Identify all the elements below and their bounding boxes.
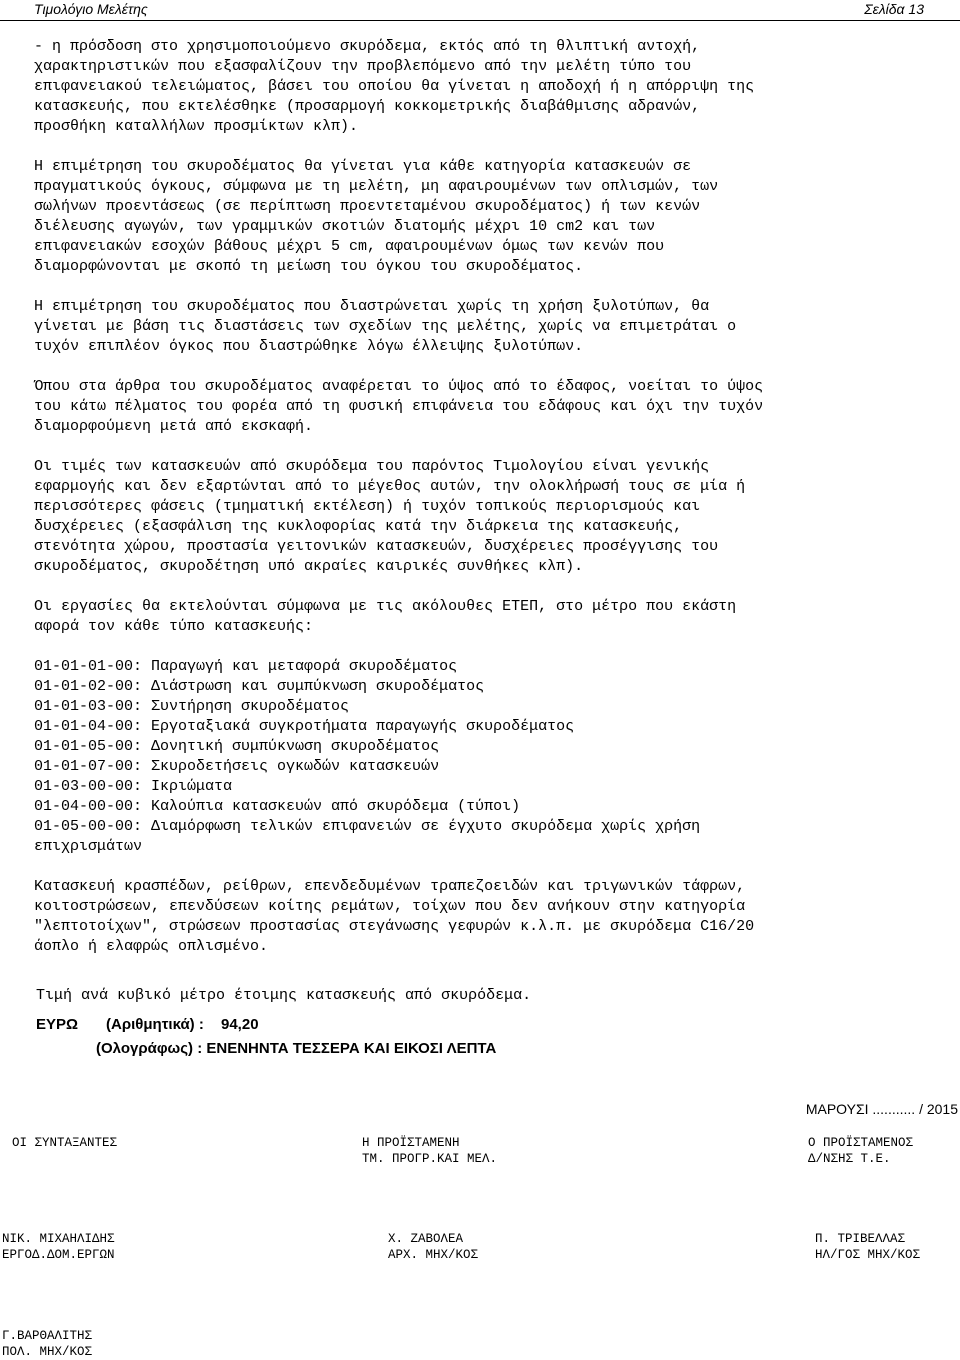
- signature-name-1: ΝΙΚ. ΜΙΧΑΗΛΙΔΗΣ ΕΡΓΟΔ.ΔΟΜ.ΕΡΓΩΝ: [2, 1232, 115, 1262]
- etep-list: 01-01-01-00: Παραγωγή και μεταφορά σκυροδέματος 01-01-02-00: Διάστρωση και συμπύκνωση σκυροδέματος 01-01-03-00: Συντήρηση σκυροδέματος 01-01-04-00: Εργοταξιακά συγκροτήματα παραγωγής σκυροδέματος 01-01-05-00: Δονητική συμπύκνωση σκυροδέματος 01-01-07-00: Σκυροδετήσεις ογκωδών κατασκευών 01-03-00-00: Ικριώματα 01-04-00-00: Καλούπια κατασκευών από σκυρόδεμα (τύποι) 01-05-00-00: Διαμόρφωση τελικών επιφανειών σε έγχυτο σκυρόδεμα χωρίς χρήση επιχρισμάτων: [34, 658, 701, 855]
- signature-name-3: Π. ΤΡΙΒΕΛΛΑΣ ΗΛ/ΓΟΣ ΜΗΧ/ΚΟΣ: [815, 1232, 921, 1262]
- paragraph-2: Η επιμέτρηση του σκυροδέματος θα γίνεται για κάθε κατηγορία κατασκευών σε πραγματικούς όγκους, σύμφωνα με τη μελέτη, μη αφαιρουμένων των οπλισμών, των σωλήνων προεντάσεως (σε περίπτωση προεντεταμένου σκυροδέματος) ή των κενών διέλευσης αγωγών, των γραμμικών σκοτιών διατομής μέχρι 10 cm2 και των επιφανειακών εσοχών βάθους μέχρι 5 cm, αφαιρουμένων όμως των κενών που διαμορφώνονται με σκοπό τη μείωση του όγκου του σκυροδέματος.: [34, 158, 719, 275]
- paragraph-8: Κατασκευή κρασπέδων, ρείθρων, επενδεδυμένων τραπεζοειδών και τριγωνικών τάφρων, κοιτοστρώσεων, επενδύσεων κοίτης ρεμάτων, τοίχων που δεν ανήκουν στην κατηγορία "λεπτοτοίχων", στρώσεων προστασίας στεγάνωσης γεφυρών κ.λ.π. με σκυρόδεμα C16/20 άοπλο ή ελαφρώς οπλισμένο.: [34, 878, 755, 955]
- page-number: Σελίδα 13: [864, 1, 924, 17]
- words-amount: [96, 1040, 496, 1057]
- words-label: (Ολογράφως) :: [96, 1040, 203, 1057]
- price-description: Τιμή ανά κυβικό μέτρο έτοιμης κατασκευής από σκυρόδεμα.: [36, 987, 532, 1004]
- document-title: Τιμολόγιο Μελέτης: [34, 1, 148, 17]
- paragraph-3: Η επιμέτρηση του σκυροδέματος που διαστρώνεται χωρίς τη χρήση ξυλοτύπων, θα γίνεται με βάση τις διαστάσεις των σχεδίων της μελέτης, χωρίς να επιμετράται ο τυχόν επιπλέον όγκος που διαστρώθηκε λόγω έλλειψης ξυλοτύπων.: [34, 298, 737, 355]
- paragraph-5: Οι τιμές των κατασκευών από σκυρόδεμα του παρόντος Τιμολογίου είναι γενικής εφαρμογής και δεν εξαρτώνται από το μέγεθος αυτών, την ολοκλήρωσή τους σε μία ή περισσότερες φάσεις (τμηματική εκτέλεση) ή τυχόν τοπικούς περιορισμούς και δυσχέρειες (εξασφάλιση της κυκλοφορίας κατά την διάρκεια της κατασκευής, στενότητα χώρου, προστασία γειτονικών κατασκευών, δυσχέρειες προσέγγισης του σκυροδέματος, σκυροδέτηση υπό ακραίες καιρικές συνθήκες κλπ).: [34, 458, 746, 575]
- signature-name-4: Γ.ΒΑΡΘΑΛΙΤΗΣ ΠΟΛ. ΜΗΧ/ΚΟΣ: [2, 1329, 93, 1359]
- paragraph-6: Οι εργασίες θα εκτελούνται σύμφωνα με τις ακόλουθες ΕΤΕΠ, στο μέτρο που εκάστη αφορά τον κάθε τύπο κατασκευής:: [34, 598, 737, 635]
- signature-title-authors: ΟΙ ΣΥΝΤΑΞΑΝΤΕΣ: [12, 1136, 118, 1150]
- signature-title-head-dept: Η ΠΡΟΪΣΤΑΜΕΝΗ ΤΜ. ΠΡΟΓΡ.ΚΑΙ ΜΕΛ.: [362, 1136, 498, 1166]
- numeric-value: 94,20: [221, 1016, 259, 1033]
- date-line: ΜΑΡΟΥΣΙ ........... / 2015: [805, 1101, 958, 1117]
- words-value: ΕΝΕΝΗΝΤΑ ΤΕΣΣΕΡΑ ΚΑΙ ΕΙΚΟΣΙ ΛΕΠΤΑ: [206, 1040, 497, 1057]
- signature-title-director: Ο ΠΡΟΪΣΤΑΜΕΝΟΣ Δ/ΝΣΗΣ Τ.Ε.: [808, 1136, 914, 1166]
- paragraph-4: Όπου στα άρθρα του σκυροδέματος αναφέρεται το ύψος από το έδαφος, νοείται το ύψος του κάτω πέλματος του φορέα από τη φυσική επιφάνεια του εδάφους και όχι την τυχόν διαμορφούμενη μετά από εκσκαφή.: [34, 378, 764, 435]
- page-header: [0, 0, 960, 21]
- paragraph-1: - η πρόσδοση στο χρησιμοποιούμενο σκυρόδεμα, εκτός από τη θλιπτική αντοχή, χαρακτηριστικών που εξασφαλίζουν την προβλεπόμενο από την μελέτη τύπο του επιφανειακού τελειώματος, βάσει του οποίου θα γίνεται η αποδοχή ή η απόρριψη της κατασκευής, που εκτελέσθηκε (προσαρμογή κοκκομετρικής διαβάθμισης αδρανών, προσθήκη καταλλήλων προσμίκτων κλπ).: [34, 38, 755, 135]
- numeric-label: (Αριθμητικά) :: [106, 1016, 204, 1033]
- currency-label: ΕΥΡΩ: [36, 1016, 79, 1033]
- signature-name-2: Χ. ΖΑΒΟΛΕΑ ΑΡΧ. ΜΗΧ/ΚΟΣ: [388, 1232, 479, 1262]
